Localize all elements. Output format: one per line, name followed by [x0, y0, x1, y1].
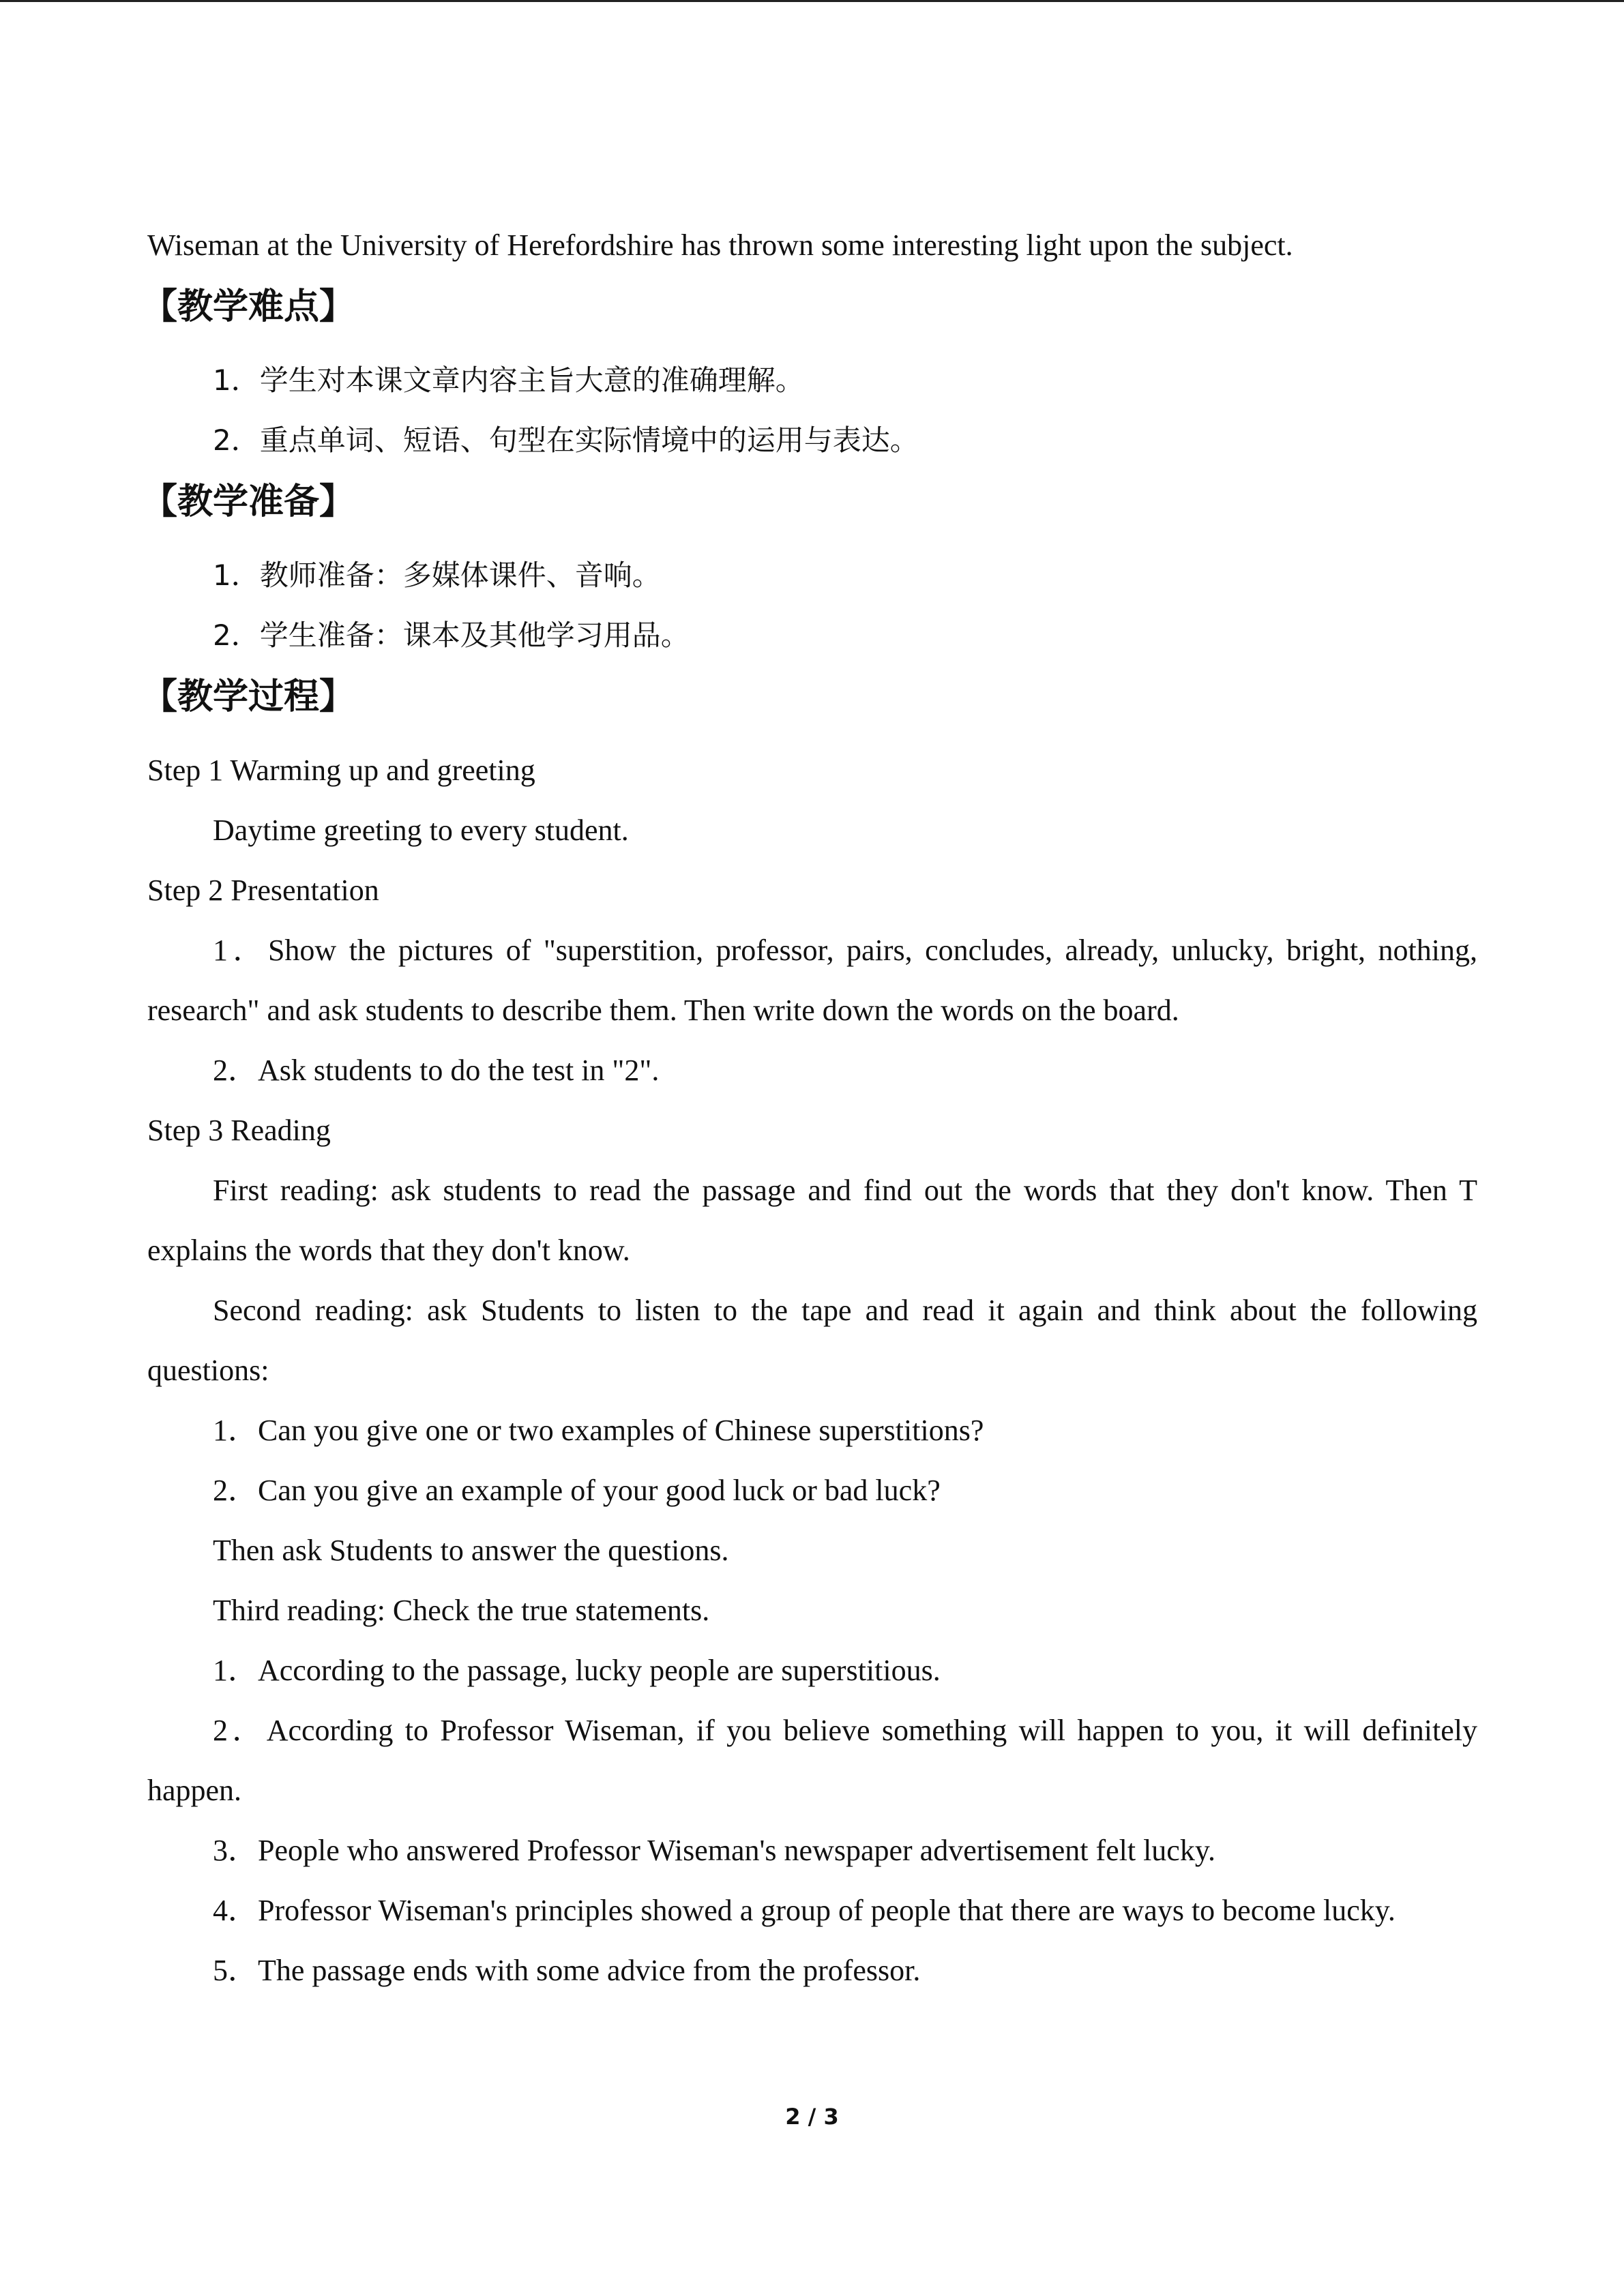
preparation-item-1: 1．教师准备：多媒体课件、音响。 [213, 558, 661, 592]
statement-5: 5．The passage ends with some advice from the professor. [213, 1954, 921, 1987]
first-reading: First reading: ask students to read the passage and find out the words that they don't know. Then T explains the words that they don't know. [147, 1174, 1477, 1267]
step2-title: Step 2 Presentation [147, 874, 379, 907]
third-reading: Third reading: Check the true statements. [213, 1594, 710, 1627]
preparation-item-2: 2．学生准备：课本及其他学习用品。 [213, 618, 690, 652]
second-reading: Second reading: ask Students to listen to the tape and read it again and think about the following questions: [147, 1294, 1477, 1387]
step2-item-2: 2．Ask students to do the test in "2". [213, 1054, 660, 1087]
statement-2: 2．According to Professor Wiseman, if you believe something will happen to you, it will definitely happen. [147, 1714, 1477, 1807]
section-heading-preparation: 【教学准备】 [142, 481, 355, 522]
step1-text: Daytime greeting to every student. [213, 814, 629, 847]
document-page [142, 215, 1477, 2001]
step2-item-1: 1．Show the pictures of "superstition, professor, pairs, concludes, already, unlucky, bright, nothing, research" and ask students to describe them. Then write down the words on the board. [147, 934, 1477, 1027]
answer-line: Then ask Students to answer the questions. [213, 1534, 729, 1567]
difficulty-item-2: 2．重点单词、短语、句型在实际情境中的运用与表达。 [213, 423, 919, 457]
step1-title: Step 1 Warming up and greeting [147, 754, 535, 787]
section-heading-difficulties: 【教学难点】 [142, 286, 355, 327]
question-1: 1．Can you give one or two examples of Chinese superstitions? [213, 1414, 984, 1447]
statement-1: 1．According to the passage, lucky people are superstitious. [213, 1654, 941, 1687]
statement-4: 4．Professor Wiseman's principles showed a group of people that there are ways to become lucky. [213, 1894, 1396, 1927]
page-number: 2 / 3 [785, 2104, 839, 2130]
statement-3: 3．People who answered Professor Wiseman's newspaper advertisement felt lucky. [213, 1834, 1215, 1867]
step3-title: Step 3 Reading [147, 1114, 331, 1147]
intro-line: Wiseman at the University of Herefordshire has thrown some interesting light upon the subject. [147, 228, 1293, 262]
section-heading-process: 【教学过程】 [142, 676, 355, 717]
question-2: 2．Can you give an example of your good luck or bad luck? [213, 1474, 941, 1507]
page-top-border [0, 0, 1624, 2]
difficulty-item-1: 1．学生对本课文章内容主旨大意的准确理解。 [213, 363, 804, 397]
